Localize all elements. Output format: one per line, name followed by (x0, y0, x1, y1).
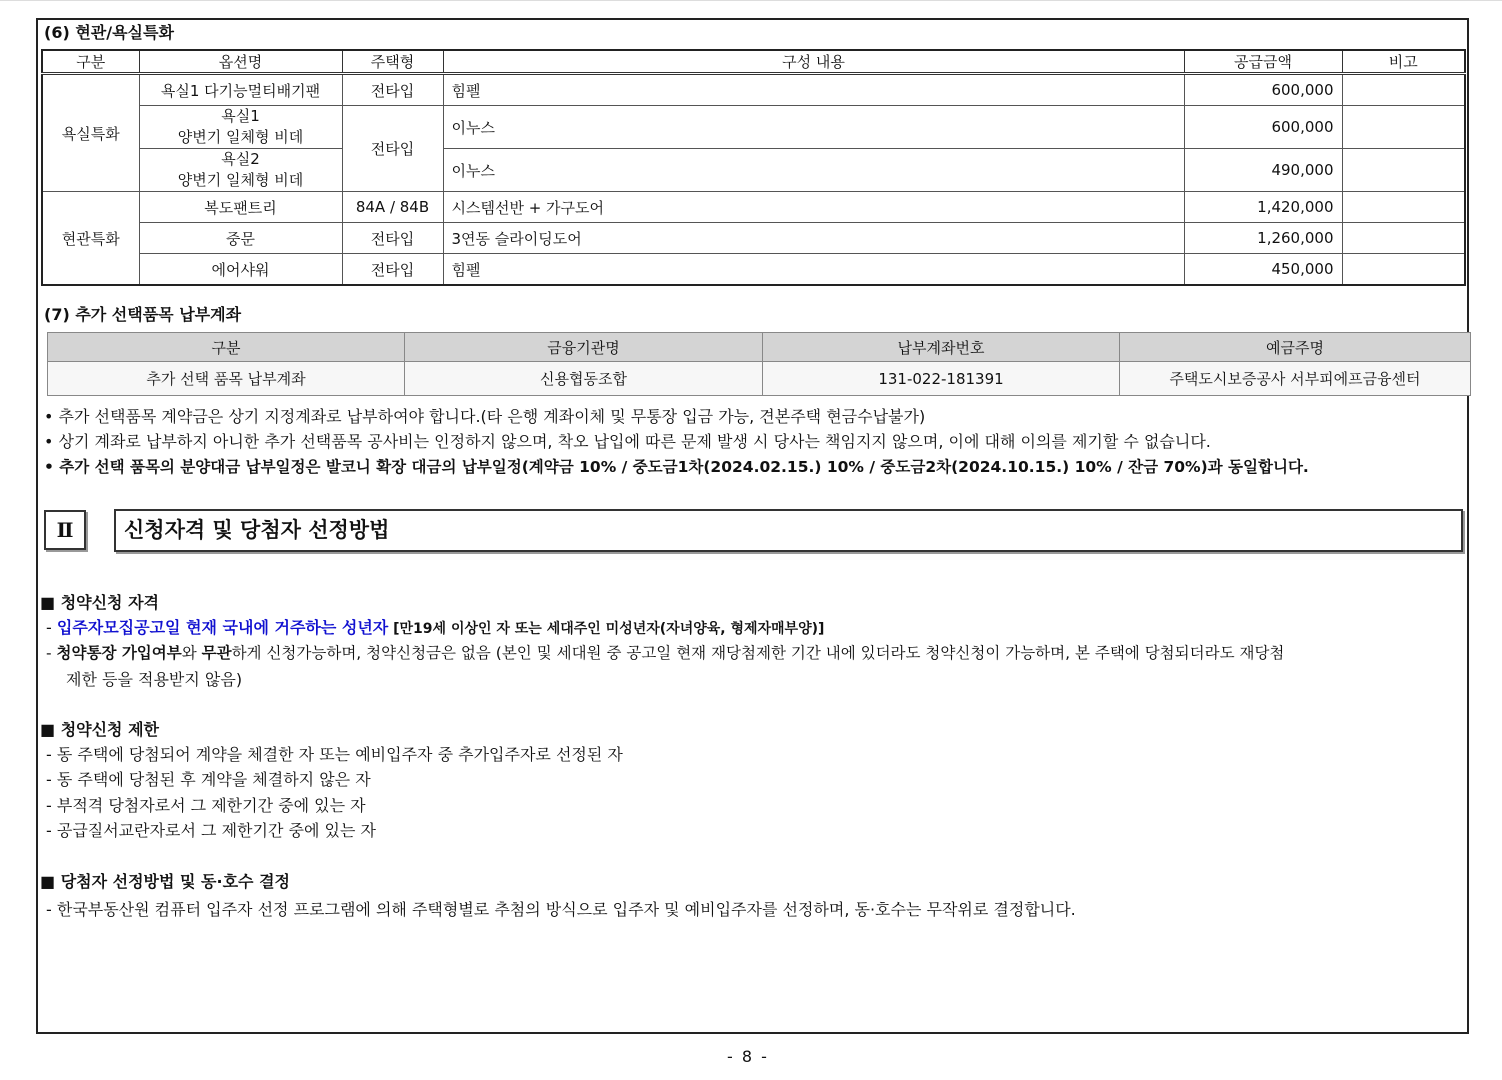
content: 시스템선반 + 가구도어 (443, 192, 1184, 223)
savings-account-emphasis: 청약통장 가입여부 (56, 644, 182, 662)
restriction-item: - 공급질서교란자로서 그 제한기간 중에 있는 자 (46, 821, 376, 840)
restriction-item: - 동 주택에 당첨되어 계약을 체결한 자 또는 예비입주자 중 추가입주자로 선정된 자 (46, 745, 623, 764)
content: 힘펠 (443, 74, 1184, 106)
note (1342, 254, 1465, 286)
page-number: - 8 - (727, 1047, 769, 1066)
table-header-row (42, 50, 1465, 74)
resident-adult-emphasis: 입주자모집공고일 현재 국내에 거주하는 성년자 (56, 618, 389, 637)
account-holder-cell: 주택도시보증공사 서부피에프금융센터 (1120, 362, 1471, 396)
option-name: 에어샤워 (139, 254, 342, 286)
col-header-price: 공급금액 (1184, 50, 1342, 74)
house-type: 전타입 (342, 254, 443, 286)
group-label: 현관특화 (42, 192, 139, 286)
col-header-note: 비고 (1342, 50, 1465, 74)
bathroom-entrance-options-table (41, 49, 1466, 286)
table-row (48, 362, 1471, 396)
table-row (42, 149, 1465, 192)
bank-cell: 신용협동조합 (405, 362, 763, 396)
note (1342, 106, 1465, 149)
content: 3연동 슬라이딩도어 (443, 223, 1184, 254)
option-name: 욕실1 다기능멀티배기팬 (139, 74, 342, 106)
account-number-cell: 131-022-181391 (763, 362, 1120, 396)
note (1342, 74, 1465, 106)
price: 450,000 (1184, 254, 1342, 286)
note-item: • 추가 선택품목 계약금은 상기 지정계좌로 납부하여야 합니다.(타 은행 계좌이체 및 무통장 입금 가능, 견본주택 현금수납불가) (44, 407, 926, 426)
group-label: 욕실특화 (42, 74, 139, 192)
section-6-title: (6) 현관/욕실특화 (44, 23, 174, 42)
col-header-content: 구성 내용 (443, 50, 1184, 74)
qualification-line (46, 641, 1284, 663)
chapter-title: 신청자격 및 당첨자 선정방법 (114, 509, 1463, 552)
note (1342, 223, 1465, 254)
text-segment: 와 (181, 644, 202, 662)
category-cell: 추가 선택 품목 납부계좌 (48, 362, 405, 396)
restriction-item: - 부적격 당첨자로서 그 제한기간 중에 있는 자 (46, 796, 366, 815)
note-item: • 상기 계좌로 납부하지 아니한 추가 선택품목 공사비는 인정하지 않으며, 착오 납입에 따른 문제 발생 시 당사는 책임지지 않으며, 이에 대해 이의를 제기할 수 없습니다. (44, 432, 1211, 451)
payment-account-table (47, 332, 1471, 396)
option-name: 중문 (139, 223, 342, 254)
option-name-line: 욕실2 (221, 150, 260, 168)
option-name-line: 욕실1 (221, 107, 260, 125)
content: 이누스 (443, 149, 1184, 192)
house-type: 전타입 (342, 106, 443, 192)
price: 490,000 (1184, 149, 1342, 192)
selection-item: - 한국부동산원 컴퓨터 입주자 선정 프로그램에 의해 주택형별로 추첨의 방식으로 입주자 및 예비입주자를 선정하며, 동·호수는 무작위로 결정합니다. (46, 900, 1076, 919)
dash-prefix: - (46, 644, 57, 662)
restriction-item: - 동 주택에 당첨된 후 계약을 체결하지 않은 자 (46, 770, 371, 789)
house-type: 전타입 (342, 223, 443, 254)
col-header-account-holder: 예금주명 (1120, 333, 1471, 362)
col-header-account-number: 납부계좌번호 (763, 333, 1120, 362)
table-row (42, 254, 1465, 286)
restriction-heading: ■ 청약신청 제한 (40, 720, 159, 739)
col-header-house-type: 주택형 (342, 50, 443, 74)
option-name (139, 149, 342, 192)
chapter-number-box: Ⅱ (44, 510, 86, 550)
price: 1,260,000 (1184, 223, 1342, 254)
age-condition: [만19세 이상인 자 또는 세대주인 미성년자(자녀양육, 형제자매부양)] (388, 621, 825, 637)
option-name: 복도팬트리 (139, 192, 342, 223)
price: 600,000 (1184, 74, 1342, 106)
table-row (42, 192, 1465, 223)
option-name-line: 양변기 일체형 비데 (177, 171, 304, 189)
note-item-emphasis: • 추가 선택 품목의 분양대금 납부일정은 발코니 확장 대금의 납부일정(계약금 10% / 중도금1차(2024.02.15.) 10% / 중도금2차(2024.10.15.) 10% / 잔금 70%)과 동일합니다. (44, 458, 1309, 476)
qualification-line-continued: 제한 등을 적용받지 않음) (66, 670, 243, 689)
price: 600,000 (1184, 106, 1342, 149)
col-header-category: 구분 (48, 333, 405, 362)
irrelevant-emphasis: 무관 (201, 644, 232, 662)
col-header-option: 옵션명 (139, 50, 342, 74)
dash-prefix: - (46, 618, 57, 637)
table-row (42, 74, 1465, 106)
table-row (42, 106, 1465, 149)
top-rule (0, 0, 1502, 1)
qualification-line (46, 615, 824, 638)
house-type: 전타입 (342, 74, 443, 106)
content: 힘펠 (443, 254, 1184, 286)
note (1342, 149, 1465, 192)
section-7-title: (7) 추가 선택품목 납부계좌 (44, 305, 242, 324)
selection-heading: ■ 당첨자 선정방법 및 동·호수 결정 (40, 872, 290, 891)
table-header-row (48, 333, 1471, 362)
option-name-line: 양변기 일체형 비데 (177, 128, 304, 146)
price: 1,420,000 (1184, 192, 1342, 223)
qualification-heading: ■ 청약신청 자격 (40, 593, 159, 612)
text-segment: 하게 신청가능하며, 청약신청금은 없음 (본인 및 세대원 중 공고일 현재 재당첨제한 기간 내에 있더라도 청약신청이 가능하며, 본 주택에 당첨되더라도 재당첨 (231, 644, 1285, 662)
content: 이누스 (443, 106, 1184, 149)
house-type: 84A / 84B (342, 192, 443, 223)
table-row (42, 223, 1465, 254)
col-header-category: 구분 (42, 50, 139, 74)
col-header-bank: 금융기관명 (405, 333, 763, 362)
option-name (139, 106, 342, 149)
note (1342, 192, 1465, 223)
